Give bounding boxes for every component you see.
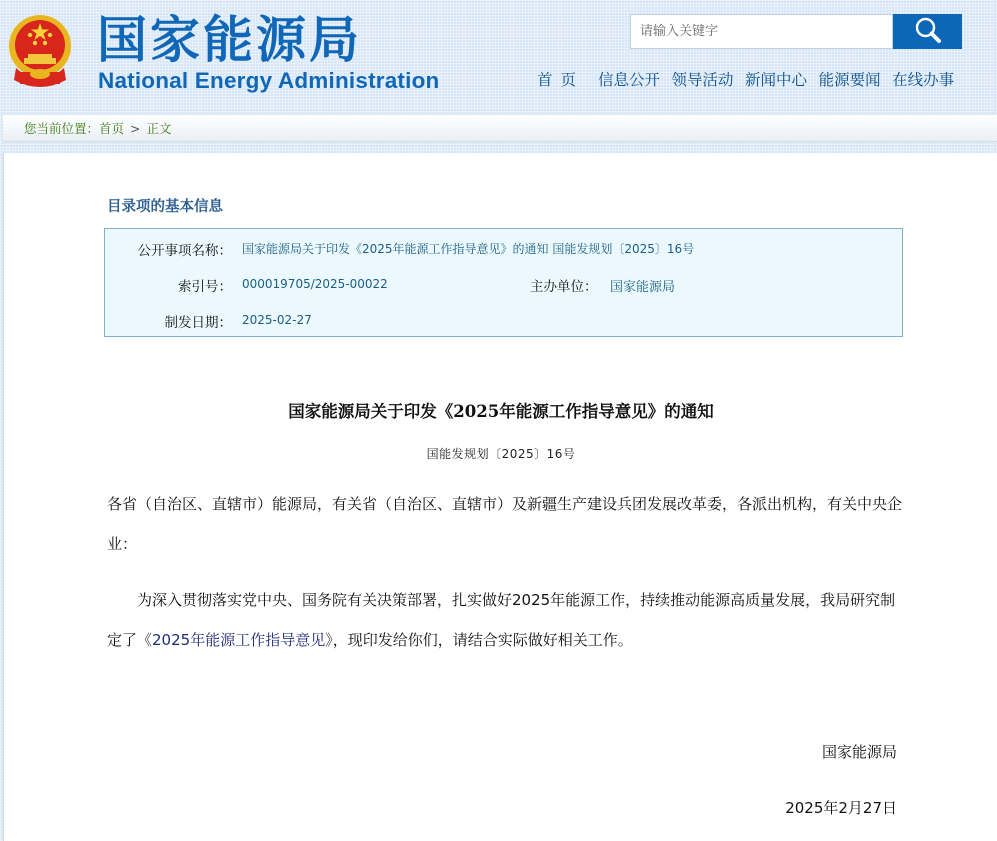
breadcrumb-current[interactable]: 正文 [146, 121, 172, 136]
breadcrumb-bar [3, 114, 997, 142]
breadcrumb [24, 115, 172, 142]
body-paragraph [107, 580, 907, 660]
search-input[interactable] [630, 14, 893, 49]
document-number: 国能发规划〔2025〕16号 [426, 447, 576, 461]
date-value: 2025-02-27 [242, 313, 312, 327]
nav-energy-news[interactable]: 能源要闻 [818, 71, 881, 89]
index-label: 索引号： [178, 279, 232, 295]
nav-news-center[interactable]: 新闻中心 [745, 71, 808, 89]
salutation-paragraph: 各省（自治区、直辖市）能源局，有关省（自治区、直辖市）及新疆生产建设兵团发展改革委，各派出机构，有关中央企业： [107, 495, 903, 553]
catalog-info-title: 目录项的基本信息 [107, 199, 223, 215]
name-value: 国家能源局关于印发《2025年能源工作指导意见》的通知 国能发规划〔2025〕16号 [242, 242, 695, 256]
guideline-link[interactable]: 2025年能源工作指导意见 [152, 631, 326, 649]
name-label: 公开事项名称： [137, 243, 232, 259]
article-title: 国家能源局关于印发《2025年能源工作指导意见》的通知 [288, 402, 714, 421]
org-label: 主办单位： [530, 279, 598, 295]
national-emblem-icon [6, 14, 74, 88]
article-content [3, 153, 997, 841]
index-value: 000019705/2025-00022 [242, 277, 388, 291]
search-icon [914, 16, 942, 47]
site-logo-chinese[interactable]: 国家能源局 [97, 11, 362, 69]
breadcrumb-home[interactable]: 首页 [99, 121, 125, 136]
site-header [0, 0, 997, 112]
nav-online-services[interactable]: 在线办事 [892, 71, 955, 89]
search-box [630, 14, 962, 49]
nav-info-disclosure[interactable]: 信息公开 [598, 71, 661, 89]
body-text-before: 为深入贯彻落实党中央、国务院有关决策部署，扎实做好2025年能源工作，持续推动能源高质量发展，我局研究制定了《 [107, 591, 896, 649]
nav-leader-activities[interactable]: 领导活动 [671, 71, 734, 89]
breadcrumb-separator: > [130, 121, 141, 136]
org-value: 国家能源局 [610, 280, 676, 295]
site-logo-english[interactable]: National Energy Administration [98, 68, 440, 93]
catalog-info-box [104, 228, 903, 337]
search-button[interactable] [893, 14, 962, 49]
nav-home[interactable]: 首页 [537, 71, 585, 89]
signature-date: 2025年2月27日 [785, 799, 897, 817]
breadcrumb-prefix: 您当前位置： [24, 121, 100, 136]
main-nav [537, 68, 966, 92]
signature-org: 国家能源局 [821, 743, 897, 761]
body-text-after: 》，现印发给你们，请结合实际做好相关工作。 [325, 631, 633, 649]
date-label: 制发日期： [164, 315, 232, 331]
